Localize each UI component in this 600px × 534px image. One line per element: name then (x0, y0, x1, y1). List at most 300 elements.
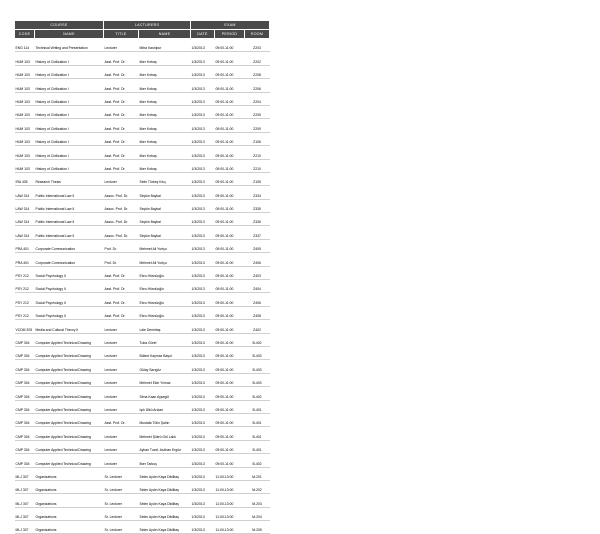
lecturer-title-cell: Lecturer (104, 346, 139, 359)
lecturer-name-cell: Ilker Kırbaş (139, 92, 191, 105)
table-row (15, 427, 270, 440)
exam-date-cell: 1/3/2013 (191, 159, 215, 172)
lecturer-name-cell: Sena Kaan Ayşegül (139, 387, 191, 400)
exam-period-cell: 09:00-11:00 (215, 146, 245, 159)
course-code-cell: HUM 103 (15, 119, 35, 132)
lecturer-name-cell: Mehmet Ali Yurtçu (139, 253, 191, 266)
exam-date-cell: 1/3/2013 (191, 427, 215, 440)
lecturer-name-cell: Ebru Hüsnüoğlu (139, 293, 191, 306)
lecturer-title-cell: Asst. Prof. Dr. (104, 266, 139, 279)
course-code-cell: LAW 314 (15, 199, 35, 212)
course-code-cell: PRA 401 (15, 253, 35, 266)
table-row (15, 92, 270, 105)
exam-room-cell: B-403 (245, 346, 270, 359)
column-header-lecturer-name: NAME (139, 30, 191, 39)
exam-room-cell: Z406 (245, 293, 270, 306)
course-code-cell: CMP 304 (15, 413, 35, 426)
exam-room-cell: Z210 (245, 159, 270, 172)
lecturer-title-cell: Asst. Prof. Dr. (104, 413, 139, 426)
exam-room-cell: B-402 (245, 454, 270, 467)
lecturer-title-cell: Asst. Prof. Dr. (104, 92, 139, 105)
lecturer-title-cell: Assoc. Prof. Dr. (104, 186, 139, 199)
table-row (15, 346, 270, 359)
exam-date-cell: 1/3/2013 (191, 65, 215, 78)
exam-room-cell: Z202 (245, 52, 270, 65)
lecturer-name-cell: Lale Demirtaş (139, 320, 191, 333)
exam-room-cell: Z203 (245, 39, 270, 52)
table-row (15, 119, 270, 132)
exam-date-cell: 1/3/2013 (191, 333, 215, 346)
course-code-cell: CMP 304 (15, 440, 35, 453)
course-code-cell: ENG 114 (15, 39, 35, 52)
exam-period-cell: 09:00-11:00 (215, 132, 245, 145)
course-name-cell: Computer Applied Technical Drawing (35, 346, 104, 359)
lecturer-name-cell: Seçkin Baykal (139, 199, 191, 212)
lecturer-title-cell: Lecturer (104, 400, 139, 413)
exam-date-cell: 1/3/2013 (191, 39, 215, 52)
lecturer-name-cell: Seçkin Baykal (139, 213, 191, 226)
exam-room-cell: Z205 (245, 105, 270, 118)
table-row (15, 521, 270, 534)
course-code-cell: PSY 212 (15, 266, 35, 279)
exam-period-cell: 09:00-11:00 (215, 65, 245, 78)
course-code-cell: PSY 212 (15, 280, 35, 293)
table-row (15, 199, 270, 212)
lecturer-title-cell: Asst. Prof. Dr. (104, 280, 139, 293)
table-row (15, 266, 270, 279)
lecturer-title-cell: Lecturer (104, 387, 139, 400)
course-code-cell: HUM 103 (15, 79, 35, 92)
exam-room-cell: M-205 (245, 521, 270, 534)
exam-room-cell: Z406 (245, 253, 270, 266)
course-code-cell: CMP 304 (15, 427, 35, 440)
lecturer-title-cell: Lecturer (104, 373, 139, 386)
exam-date-cell: 1/3/2013 (191, 494, 215, 507)
lecturer-title-cell: Asst. Prof. Dr. (104, 306, 139, 319)
course-code-cell: VCDM 205 (15, 320, 35, 333)
exam-period-cell: 09:00-11:00 (215, 186, 245, 199)
course-name-cell: History of Civilization I (35, 79, 104, 92)
course-name-cell: Computer Applied Technical Drawing (35, 387, 104, 400)
lecturer-name-cell: Işık Ülkü Arıkan (139, 400, 191, 413)
course-code-cell: CMP 304 (15, 346, 35, 359)
course-code-cell: HUM 103 (15, 146, 35, 159)
lecturer-title-cell: Lecturer (104, 333, 139, 346)
table-row (15, 253, 270, 266)
course-group-header: COURSE (15, 21, 104, 30)
exam-date-cell: 1/3/2013 (191, 480, 215, 493)
exam-schedule-table (14, 20, 270, 534)
exam-period-cell: 09:00-11:00 (215, 413, 245, 426)
table-row (15, 239, 270, 252)
course-code-cell: CMP 304 (15, 400, 35, 413)
course-code-cell: CMP 304 (15, 387, 35, 400)
table-row (15, 494, 270, 507)
lecturer-name-cell: Ebru Hüsnüoğlu (139, 306, 191, 319)
course-name-cell: Social Psychology II (35, 306, 104, 319)
lecturer-title-cell: Sr. Lecturer (104, 507, 139, 520)
exam-room-cell: B-403 (245, 373, 270, 386)
exam-date-cell: 1/3/2013 (191, 79, 215, 92)
exam-period-cell: 11:00-13:00 (215, 467, 245, 480)
lecturer-name-cell: Gülay Sarıgöz (139, 360, 191, 373)
course-name-cell: Computer Applied Technical Drawing (35, 440, 104, 453)
lecturer-title-cell: Lecturer (104, 440, 139, 453)
lecturer-title-cell: Prof. Dr. (104, 253, 139, 266)
lecturer-name-cell: Ilker Kırbaş (139, 65, 191, 78)
exam-period-cell: 09:00-11:00 (215, 253, 245, 266)
lecturer-title-cell: Asst. Prof. Dr. (104, 293, 139, 306)
course-name-cell: History of Civilization I (35, 119, 104, 132)
course-code-cell: CMP 304 (15, 360, 35, 373)
exam-period-cell: 11:00-13:00 (215, 521, 245, 534)
exam-date-cell: 1/3/2013 (191, 400, 215, 413)
table-row (15, 65, 270, 78)
exam-period-cell: 09:00-11:00 (215, 119, 245, 132)
column-header-row (15, 30, 270, 39)
table-row (15, 146, 270, 159)
table-row (15, 333, 270, 346)
exam-period-cell: 09:00-11:00 (215, 105, 245, 118)
lecturer-title-cell: Asst. Prof. Dr. (104, 105, 139, 118)
lecturer-title-cell: Sr. Lecturer (104, 494, 139, 507)
exam-date-cell: 1/3/2013 (191, 454, 215, 467)
exam-period-cell: 09:00-11:00 (215, 199, 245, 212)
exam-room-cell: B-401 (245, 400, 270, 413)
lecturer-title-cell: Sr. Lecturer (104, 467, 139, 480)
course-code-cell: LAW 314 (15, 186, 35, 199)
exam-room-cell: M-201 (245, 467, 270, 480)
exam-room-cell: Z337 (245, 226, 270, 239)
table-row (15, 172, 270, 185)
course-name-cell: Organizations (35, 467, 104, 480)
lecturer-name-cell: Ilker Kırbaş (139, 52, 191, 65)
lecturer-name-cell: Ilker Kırbaş (139, 132, 191, 145)
exam-period-cell: 09:00-11:00 (215, 226, 245, 239)
lecturer-title-cell: Assoc. Prof. Dr. (104, 226, 139, 239)
course-name-cell: Computer Applied Technical Drawing (35, 413, 104, 426)
exam-period-cell: 09:00-11:00 (215, 360, 245, 373)
course-name-cell: Organizations (35, 480, 104, 493)
course-name-cell: Corporate Communication (35, 239, 104, 252)
table-row (15, 413, 270, 426)
exam-group-header: EXAM (191, 21, 270, 30)
exam-room-cell: Z334 (245, 186, 270, 199)
exam-date-cell: 1/3/2013 (191, 119, 215, 132)
table-row (15, 507, 270, 520)
course-name-cell: Research Thesis (35, 172, 104, 185)
table-row (15, 306, 270, 319)
lecturer-name-cell: Tuba Gürel (139, 333, 191, 346)
table-row (15, 280, 270, 293)
exam-period-cell: 09:00-11:00 (215, 52, 245, 65)
lecturer-name-cell: Ilker Kırbaş (139, 79, 191, 92)
course-code-cell: PSY 212 (15, 306, 35, 319)
column-header-title: TITLE (104, 30, 139, 39)
exam-date-cell: 1/3/2013 (191, 521, 215, 534)
lecturer-name-cell: Selen Aydın Kaya Dikilitaş (139, 467, 191, 480)
exam-date-cell: 1/3/2013 (191, 467, 215, 480)
exam-date-cell: 1/3/2013 (191, 172, 215, 185)
column-header-course-name: NAME (35, 30, 104, 39)
course-code-cell: PRA 401 (15, 239, 35, 252)
exam-room-cell: B-402 (245, 387, 270, 400)
exam-date-cell: 1/3/2013 (191, 360, 215, 373)
lecturer-title-cell: Asst. Prof. Dr. (104, 132, 139, 145)
course-name-cell: History of Civilization I (35, 132, 104, 145)
table-row (15, 105, 270, 118)
exam-date-cell: 1/3/2013 (191, 199, 215, 212)
lecturer-title-cell: Asst. Prof. Dr. (104, 52, 139, 65)
exam-period-cell: 09:00-11:00 (215, 172, 245, 185)
exam-date-cell: 1/3/2013 (191, 92, 215, 105)
course-code-cell: HUM 103 (15, 159, 35, 172)
exam-room-cell: Z405 (245, 239, 270, 252)
lecturer-name-cell: Selen Aydın Kaya Dikilitaş (139, 480, 191, 493)
course-code-cell: MLJ 307 (15, 480, 35, 493)
column-header-date: DATE (191, 30, 215, 39)
exam-period-cell: 09:00-11:00 (215, 333, 245, 346)
lecturer-title-cell: Assoc. Prof. Dr. (104, 213, 139, 226)
table-row (15, 320, 270, 333)
exam-period-cell: 11:00-13:00 (215, 494, 245, 507)
lecturer-title-cell: Lecturer (104, 39, 139, 52)
exam-date-cell: 1/3/2013 (191, 440, 215, 453)
table-row (15, 293, 270, 306)
exam-date-cell: 1/3/2013 (191, 320, 215, 333)
table-row (15, 360, 270, 373)
table-row (15, 440, 270, 453)
course-name-cell: Public International Law II (35, 213, 104, 226)
lecturer-name-cell: Mehmet Ekin Yılmaz (139, 373, 191, 386)
lecturer-name-cell: Selin Türkeş Kılıç (139, 172, 191, 185)
lecturer-name-cell: Ayhan Tuzel, Aslıhan Ergün (139, 440, 191, 453)
lecturer-title-cell: Prof. Dr. (104, 239, 139, 252)
course-name-cell: Social Psychology II (35, 280, 104, 293)
table-row (15, 79, 270, 92)
lecturer-title-cell: Asst. Prof. Dr. (104, 159, 139, 172)
table-row (15, 373, 270, 386)
lecturer-title-cell: Lecturer (104, 172, 139, 185)
exam-period-cell: 09:00-11:00 (215, 427, 245, 440)
course-name-cell: Social Psychology II (35, 266, 104, 279)
exam-room-cell: B-401 (245, 413, 270, 426)
exam-room-cell: Z336 (245, 213, 270, 226)
lecturer-title-cell: Lecturer (104, 360, 139, 373)
exam-date-cell: 1/3/2013 (191, 105, 215, 118)
course-name-cell: Computer Applied Technical Drawing (35, 373, 104, 386)
course-code-cell: HUM 103 (15, 52, 35, 65)
course-code-cell: MLJ 307 (15, 507, 35, 520)
lecturer-name-cell: Bülent Kaymaz Başol (139, 346, 191, 359)
exam-room-cell: B-403 (245, 360, 270, 373)
exam-room-cell: Z105 (245, 172, 270, 185)
exam-room-cell: Z106 (245, 132, 270, 145)
group-header-row (15, 21, 270, 30)
lecturer-title-cell: Asst. Prof. Dr. (104, 119, 139, 132)
course-name-cell: Computer Applied Technical Drawing (35, 333, 104, 346)
lecturer-title-cell: Lecturer (104, 454, 139, 467)
lecturer-name-cell: Mehmet Ali Yurtçu (139, 239, 191, 252)
exam-period-cell: 11:00-13:00 (215, 507, 245, 520)
exam-room-cell: Z403 (245, 266, 270, 279)
table-row (15, 132, 270, 145)
exam-period-cell: 09:00-11:00 (215, 440, 245, 453)
exam-date-cell: 1/3/2013 (191, 373, 215, 386)
lecturer-name-cell: Selen Aydın Kaya Dikilitaş (139, 494, 191, 507)
course-name-cell: Public International Law II (35, 226, 104, 239)
table-body (15, 39, 270, 534)
course-code-cell: CMP 304 (15, 333, 35, 346)
exam-room-cell: B-402 (245, 333, 270, 346)
exam-period-cell: 09:00-11:00 (215, 293, 245, 306)
course-name-cell: Technical Writing and Presentation (35, 39, 104, 52)
course-name-cell: History of Civilization I (35, 146, 104, 159)
lecturer-name-cell: Ebru Hüsnüoğlu (139, 266, 191, 279)
exam-period-cell: 09:00-11:00 (215, 320, 245, 333)
lecturer-title-cell: Asst. Prof. Dr. (104, 146, 139, 159)
course-code-cell: MLJ 307 (15, 467, 35, 480)
course-name-cell: Corporate Communication (35, 253, 104, 266)
lecturer-name-cell: Mehmet Şükrü Gül Lalık (139, 427, 191, 440)
lecturer-name-cell: Seçkin Baykal (139, 226, 191, 239)
course-name-cell: Organizations (35, 507, 104, 520)
exam-room-cell: Z408 (245, 306, 270, 319)
course-name-cell: Public International Law II (35, 186, 104, 199)
exam-date-cell: 1/3/2013 (191, 253, 215, 266)
course-name-cell: Organizations (35, 494, 104, 507)
exam-room-cell: B-401 (245, 440, 270, 453)
exam-room-cell: Z210 (245, 146, 270, 159)
course-name-cell: Computer Applied Technical Drawing (35, 454, 104, 467)
exam-date-cell: 1/3/2013 (191, 507, 215, 520)
exam-room-cell: Z204 (245, 92, 270, 105)
course-name-cell: History of Civilization I (35, 105, 104, 118)
lecturer-name-cell: Ilker Tarkuş (139, 454, 191, 467)
exam-room-cell: M-202 (245, 480, 270, 493)
course-code-cell: HUM 103 (15, 92, 35, 105)
exam-date-cell: 1/3/2013 (191, 293, 215, 306)
exam-date-cell: 1/3/2013 (191, 280, 215, 293)
exam-room-cell: M-203 (245, 494, 270, 507)
lecturer-name-cell: Selen Aydın Kaya Dikilitaş (139, 521, 191, 534)
exam-period-cell: 09:00-11:00 (215, 280, 245, 293)
exam-room-cell: Z404 (245, 280, 270, 293)
lecturer-title-cell: Lecturer (104, 320, 139, 333)
table-row (15, 480, 270, 493)
exam-period-cell: 09:00-11:00 (215, 454, 245, 467)
column-header-period: PERIOD (215, 30, 245, 39)
table-row (15, 52, 270, 65)
exam-room-cell: Z209 (245, 119, 270, 132)
lecturer-name-cell: Ilker Kırbaş (139, 159, 191, 172)
exam-period-cell: 09:00-11:00 (215, 79, 245, 92)
table-row (15, 387, 270, 400)
course-name-cell: History of Civilization I (35, 65, 104, 78)
table-row (15, 226, 270, 239)
lecturer-name-cell: Ilker Kırbaş (139, 119, 191, 132)
course-code-cell: PSY 212 (15, 293, 35, 306)
lecturer-title-cell: Sr. Lecturer (104, 521, 139, 534)
exam-date-cell: 1/3/2013 (191, 226, 215, 239)
course-name-cell: Computer Applied Technical Drawing (35, 427, 104, 440)
course-name-cell: Computer Applied Technical Drawing (35, 360, 104, 373)
course-name-cell: Media and Cultural Theory II (35, 320, 104, 333)
course-code-cell: MLJ 307 (15, 494, 35, 507)
exam-period-cell: 09:00-11:00 (215, 239, 245, 252)
course-name-cell: Public International Law II (35, 199, 104, 212)
exam-date-cell: 1/3/2013 (191, 387, 215, 400)
lecturer-name-cell: Ilker Kırbaş (139, 105, 191, 118)
exam-date-cell: 1/3/2013 (191, 132, 215, 145)
exam-period-cell: 09:00-11:00 (215, 306, 245, 319)
column-header-code: CODE (15, 30, 35, 39)
column-header-room: ROOM (245, 30, 270, 39)
exam-room-cell: Z206 (245, 79, 270, 92)
exam-date-cell: 1/3/2013 (191, 306, 215, 319)
table-row (15, 400, 270, 413)
course-code-cell: LAW 314 (15, 226, 35, 239)
exam-date-cell: 1/3/2013 (191, 52, 215, 65)
exam-date-cell: 1/3/2013 (191, 186, 215, 199)
table-row (15, 467, 270, 480)
exam-date-cell: 1/3/2013 (191, 413, 215, 426)
lecturer-title-cell: Lecturer (104, 427, 139, 440)
lecturer-name-cell: Selen Aydın Kaya Dikilitaş (139, 507, 191, 520)
course-code-cell: MLJ 307 (15, 521, 35, 534)
course-name-cell: History of Civilization I (35, 52, 104, 65)
exam-date-cell: 1/3/2013 (191, 146, 215, 159)
exam-period-cell: 09:00-11:00 (215, 92, 245, 105)
exam-period-cell: 09:00-11:00 (215, 39, 245, 52)
table-row (15, 454, 270, 467)
lecturer-name-cell: Mitra Kashipur (139, 39, 191, 52)
course-name-cell: Computer Applied Technical Drawing (35, 400, 104, 413)
course-name-cell: History of Civilization I (35, 92, 104, 105)
exam-period-cell: 09:00-11:00 (215, 400, 245, 413)
course-code-cell: CMP 304 (15, 373, 35, 386)
table-row (15, 213, 270, 226)
exam-date-cell: 1/3/2013 (191, 266, 215, 279)
exam-period-cell: 09:00-11:00 (215, 346, 245, 359)
course-name-cell: Social Psychology II (35, 293, 104, 306)
lecturer-title-cell: Asst. Prof. Dr. (104, 79, 139, 92)
course-code-cell: HUM 103 (15, 132, 35, 145)
lecturer-name-cell: Seçkin Baykal (139, 186, 191, 199)
exam-room-cell: B-401 (245, 427, 270, 440)
exam-date-cell: 1/3/2013 (191, 239, 215, 252)
course-code-cell: CMP 304 (15, 454, 35, 467)
course-code-cell: IRA 405 (15, 172, 35, 185)
lecturer-name-cell: Ebru Hüsnüoğlu (139, 280, 191, 293)
course-name-cell: History of Civilization I (35, 159, 104, 172)
table-row (15, 186, 270, 199)
exam-period-cell: 09:00-11:00 (215, 266, 245, 279)
lecturer-name-cell: Ilker Kırbaş (139, 146, 191, 159)
exam-room-cell: Z208 (245, 65, 270, 78)
exam-date-cell: 1/3/2013 (191, 346, 215, 359)
course-name-cell: Organizations (35, 521, 104, 534)
exam-period-cell: 09:00-11:00 (215, 213, 245, 226)
exam-date-cell: 1/3/2013 (191, 213, 215, 226)
lecturer-title-cell: Sr. Lecturer (104, 480, 139, 493)
course-code-cell: HUM 103 (15, 105, 35, 118)
lecturer-name-cell: Mustafa Tülin Şahin (139, 413, 191, 426)
lecturer-title-cell: Asst. Prof. Dr. (104, 65, 139, 78)
exam-period-cell: 11:00-13:00 (215, 480, 245, 493)
exam-period-cell: 09:00-11:00 (215, 159, 245, 172)
exam-room-cell: Z335 (245, 199, 270, 212)
